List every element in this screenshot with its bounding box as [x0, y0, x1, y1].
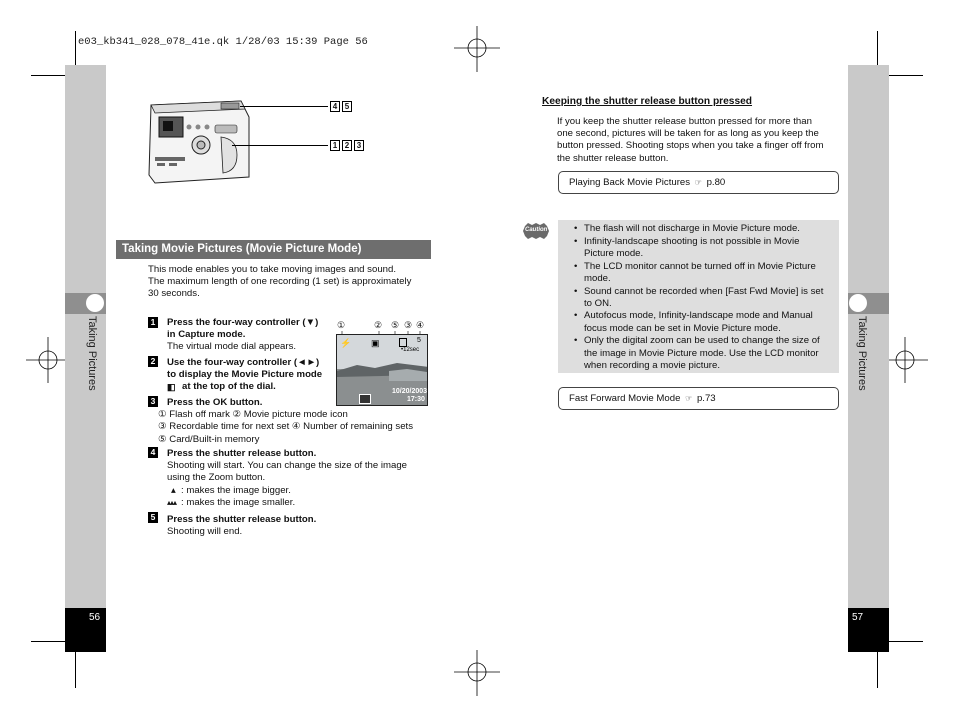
caution-item: • The LCD monitor cannot be turned off in Movie Picture mode. [584, 261, 836, 285]
step-2-title-cont: to display the Movie Picture mode [167, 369, 323, 381]
caution-item: • Only the digital zoom can be used to change the size of the image in Movie Picture mode. Use the LCD monitor when recording a movie picture. [584, 335, 836, 372]
registration-mark [452, 650, 502, 700]
crop-mark [877, 652, 878, 688]
callout-4: 4 [330, 101, 340, 112]
recordable-time: •12sec [401, 347, 420, 353]
step-5 [167, 514, 367, 538]
zoom-out-line [167, 497, 437, 509]
reference-page: p.80 [706, 177, 726, 188]
size-indicator-icon [359, 394, 371, 404]
callout-2: 2 [342, 140, 352, 151]
caution-item: • Autofocus mode, Infinity-landscape mode and Manual focus mode can be set in Movie Picture mode. [584, 310, 836, 334]
right-paragraph-line: If you keep the shutter release button pressed for more than [557, 116, 812, 127]
right-paragraph-line: the shutter release button. [557, 152, 669, 164]
step-4-desc: using the Zoom button. [167, 472, 266, 484]
lcd-clock: 17:30 [407, 396, 425, 403]
section-title: Taking Movie Pictures (Movie Picture Mode) [116, 240, 431, 259]
crop-mark [31, 641, 67, 642]
right-paragraph-line: button pressed. Shooting stops when you take a finger off from [557, 140, 824, 152]
step-2-title-cont2 [167, 381, 337, 393]
step-1-title: Press the four-way controller (▼) [167, 317, 319, 328]
step-2-title-text: at the top of the dial. [182, 381, 276, 393]
zoom-in-line [167, 485, 437, 497]
lcd-callout-3: ③ [404, 320, 413, 330]
left-tab-circle [86, 294, 104, 312]
callout-1: 1 [330, 140, 340, 151]
right-page-footer [848, 608, 889, 652]
crop-mark [75, 31, 76, 67]
crop-mark [877, 31, 878, 67]
lcd-callout-4: ④ [416, 320, 425, 330]
caution-item: • Infinity-landscape shooting is not possible in Movie Picture mode. [584, 236, 836, 260]
zoom-wide-icon: ▴▴▴ [167, 497, 177, 507]
lcd-monitor-screen [336, 334, 428, 406]
step-4-title: Press the shutter release button. [167, 448, 317, 459]
step-number-3: 3 [148, 396, 158, 407]
camera-illustration [145, 97, 255, 189]
crop-mark [31, 75, 67, 76]
step-4-desc: Shooting will start. You can change the size of the image [167, 460, 407, 472]
step-3-title: Press the OK button. [167, 397, 263, 408]
lcd-callout-1: ① [337, 320, 346, 330]
step-4 [167, 448, 437, 509]
remaining-sets: 5 [417, 337, 421, 344]
right-heading: Keeping the shutter release button pressed [542, 96, 753, 107]
intro-line: The maximum length of one recording (1 set) is approximately [148, 276, 412, 288]
step-2-title: Use the four-way controller (◄►) [167, 357, 320, 368]
reference-box-playback [558, 171, 839, 194]
caution-list [572, 223, 836, 372]
caution-icon [523, 223, 549, 239]
caution-label: Caution [525, 227, 548, 233]
step-3-legend-line: ⑤ Card/Built-in memory [158, 433, 260, 445]
step-5-title: Press the shutter release button. [167, 514, 317, 525]
left-page-footer [65, 608, 106, 652]
step-3-legend-line: ③ Recordable time for next set ④ Number of remaining sets [158, 421, 414, 433]
crop-mark [887, 641, 923, 642]
caution-item: • Sound cannot be recorded when [Fast Fwd Movie] is set to ON. [584, 286, 836, 310]
registration-mark [452, 26, 502, 76]
page-number-left: 56 [89, 612, 101, 623]
reference-text: Playing Back Movie Pictures [569, 177, 691, 188]
right-paragraph [557, 116, 842, 165]
crop-mark [75, 652, 76, 688]
intro-text [148, 264, 438, 301]
step-number-2: 2 [148, 356, 158, 367]
print-header-line: e03_kb341_028_078_41e.qk 1/28/03 15:39 Page 56 [78, 36, 368, 48]
zoom-out-text: : makes the image smaller. [181, 496, 296, 508]
left-side-label: Taking Pictures [86, 316, 98, 391]
movie-mode-lcd-icon: ▣ [371, 338, 380, 348]
page-ref-icon: ☞ [694, 178, 702, 187]
reference-page: p.73 [696, 393, 716, 404]
step-number-5: 5 [148, 512, 158, 523]
movie-mode-icon: ◧ [167, 382, 176, 393]
left-side-label-wrap [80, 318, 104, 398]
step-1-desc: The virtual mode dial appears. [167, 341, 297, 353]
page-number-right: 57 [852, 612, 864, 623]
right-side-label-wrap [850, 318, 874, 398]
right-tab-circle [849, 294, 867, 312]
intro-line: This mode enables you to take moving images and sound. [148, 264, 396, 275]
lcd-date: 10/20/2003 [392, 388, 428, 395]
right-side-label: Taking Pictures [856, 316, 868, 391]
step-number-1: 1 [148, 317, 158, 328]
step-2 [167, 357, 337, 394]
crop-mark [887, 75, 923, 76]
caution-item: • The flash will not discharge in Movie Picture mode. [584, 223, 836, 235]
step-1-title-cont: in Capture mode. [167, 329, 246, 341]
flash-off-icon: ⚡ [340, 338, 352, 348]
step-5-desc: Shooting will end. [167, 526, 243, 538]
callout-5: 5 [342, 101, 352, 112]
page-ref-icon: ☞ [685, 394, 693, 403]
leader-line [232, 145, 328, 146]
step-1 [167, 317, 337, 354]
step-3-legend-line: ① Flash off mark ② Movie picture mode icon [158, 409, 348, 421]
lcd-callout-2: ② [374, 320, 383, 330]
zoom-in-text: : makes the image bigger. [181, 484, 291, 496]
right-paragraph-line: one second, pictures will be taken for as long as you keep the [557, 128, 819, 140]
lcd-callout-5: ⑤ [391, 320, 400, 330]
reference-text: Fast Forward Movie Mode [569, 393, 681, 404]
callout-3: 3 [354, 140, 364, 151]
leader-line [240, 106, 328, 107]
zoom-tele-icon: ▴ [171, 484, 176, 496]
step-number-4: 4 [148, 447, 158, 458]
reference-box-fastfwd [558, 387, 839, 410]
card-memory-icon [399, 338, 407, 347]
intro-line: 30 seconds. [148, 288, 200, 300]
